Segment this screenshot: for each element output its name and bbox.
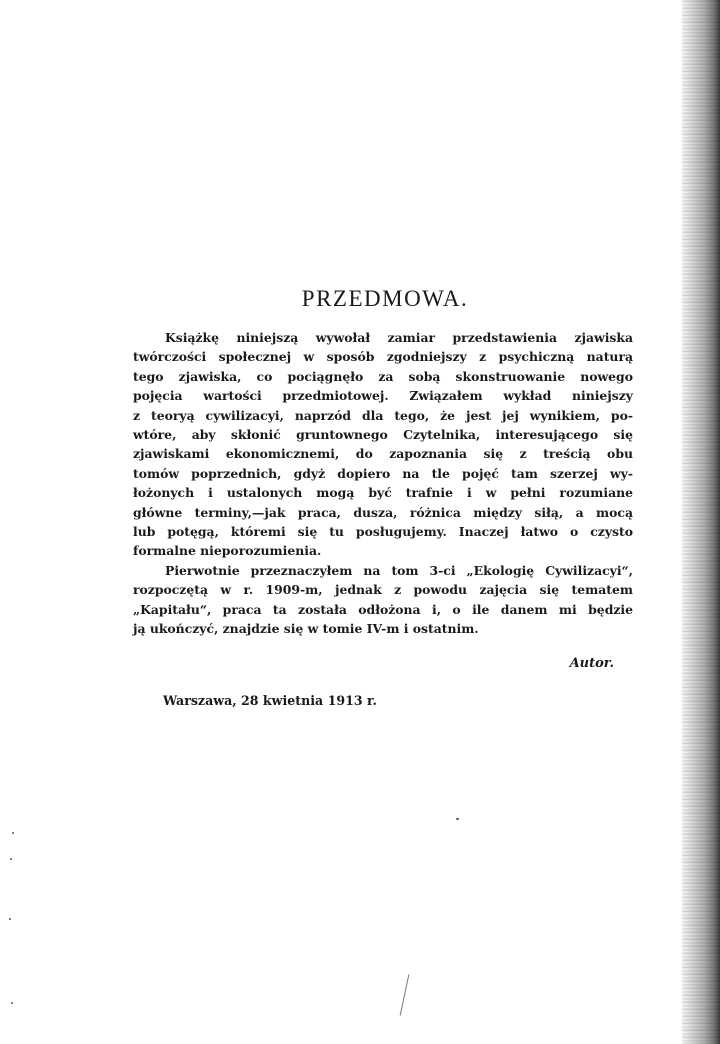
page-title: PRZEDMOWA. <box>301 286 469 311</box>
text-line: lub potęgą, któremi się tu posługujemy. Inaczej łatwo o czysto <box>133 524 633 540</box>
text-line: tomów poprzednich, gdyż dopiero na tle pojęć tam szerzej wy- <box>133 465 633 481</box>
text-line: tego zjawiska, co pociągnęło za sobą skonstruowanie nowego <box>133 368 633 384</box>
paper-speck <box>12 832 14 834</box>
text-line: z teoryą cywilizacyi, naprzód dla tego, że jest jej wynikiem, po- <box>133 407 633 423</box>
paper-speck <box>11 1002 13 1004</box>
paper-speck <box>10 858 12 860</box>
text-line: łożonych i ustalonych mogą być trafnie i w pełni rozumiane <box>133 485 633 501</box>
pencil-stroke-mark <box>400 974 410 1015</box>
place-and-date: Warszawa, 28 kwietnia 1913 r. <box>163 693 377 708</box>
text-line: pojęcia wartości przedmiotowej. Związałem wykład niniejszy <box>133 388 633 404</box>
page-edge-shadow <box>682 0 720 1044</box>
text-line: formalne nieporozumienia. <box>133 543 322 559</box>
preface-body <box>133 328 633 639</box>
text-line: wtóre, aby skłonić gruntownego Czytelnika, interesującego się <box>133 427 633 443</box>
text-line: „Kapitału“, praca ta została odłożona i, o ile danem mi będzie <box>133 601 633 617</box>
paper-speck <box>456 818 459 820</box>
text-line: rozpoczętą w r. 1909-m, jednak z powodu zajęcia się tematem <box>133 582 633 598</box>
text-line: Książkę niniejszą wywołał zamiar przedstawienia zjawiska <box>165 330 633 345</box>
text-line: twórczości społecznej w sposób zgodniejszy z psychiczną naturą <box>133 349 633 365</box>
text-line: Pierwotnie przeznaczyłem na tom 3-ci „Ekologię Cywilizacyi“, <box>165 562 633 578</box>
author-signature: Autor. <box>569 656 614 671</box>
paper-speck <box>9 918 11 920</box>
text-line: zjawiskami ekonomicznemi, do zapoznania się z treścią obu <box>133 446 633 462</box>
text-line: główne terminy,—jak praca, dusza, różnica między siłą, a mocą <box>133 504 633 520</box>
text-line: ją ukończyć, znajdzie się w tomie IV-m i ostatnim. <box>133 621 479 637</box>
